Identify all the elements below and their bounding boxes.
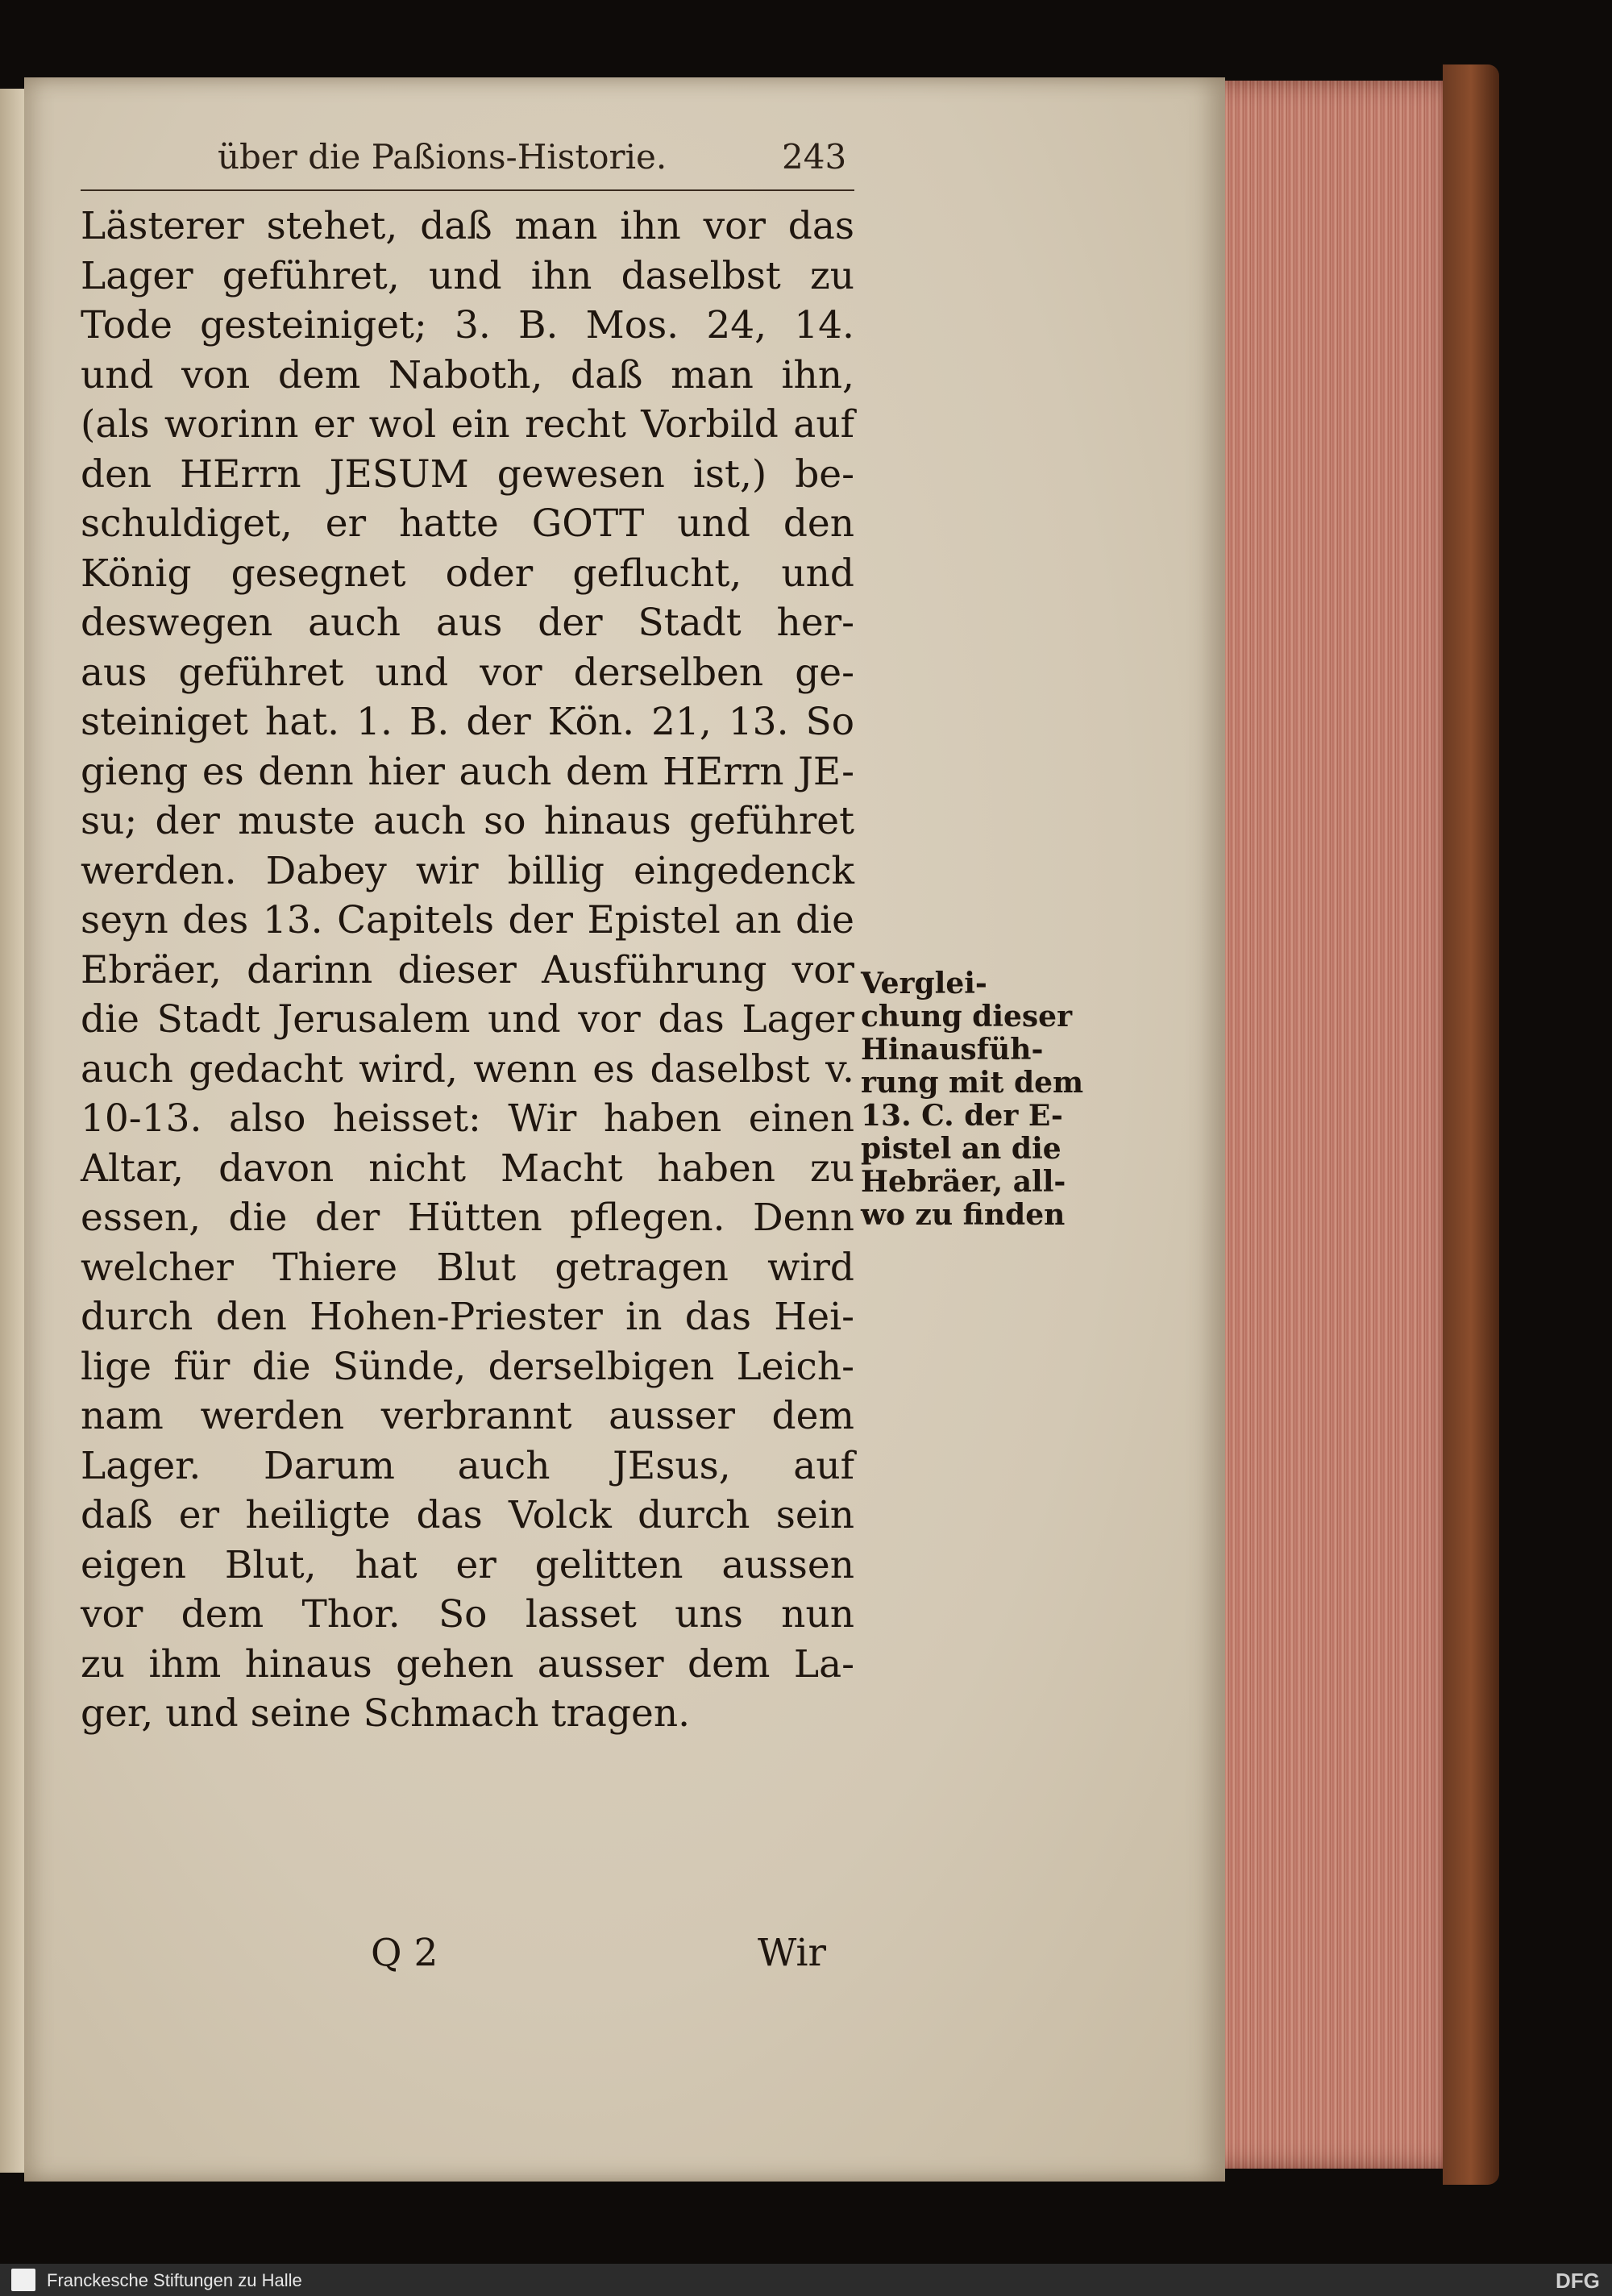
catchline [81, 1931, 854, 1981]
catchword: Wir [758, 1931, 826, 1975]
text-line: 10-13. also heisset: Wir haben einen [81, 1096, 854, 1141]
marginal-line: wo zu finden [861, 1198, 1066, 1232]
text-line: werden. Dabey wir billig eingedenck [81, 848, 854, 893]
text-line: steiniget hat. 1. B. der Kön. 21, 13. So [81, 700, 854, 744]
text-line: die Stadt Jerusalem und vor das Lager [81, 997, 854, 1042]
text-line: Altar, davon nicht Macht haben zu [81, 1146, 854, 1191]
text-line: essen, die der Hütten pflegen. Denn [81, 1196, 854, 1240]
text-line: Lager geführet, und ihn daselbst zu [81, 253, 854, 298]
text-line: König gesegnet oder geflucht, und [81, 551, 854, 596]
institution-logo-icon [11, 2269, 35, 2291]
page-number: 243 [782, 137, 847, 177]
text-line: gieng es denn hier auch dem HErrn JE- [81, 749, 854, 794]
marginal-line: Hinausfüh- [861, 1033, 1044, 1067]
text-line: deswegen auch aus der Stadt her- [81, 601, 854, 645]
page-block-edge [1193, 81, 1451, 2169]
text-line: auch gedacht wird, wenn es daselbst v. [81, 1046, 854, 1092]
text-line: und von dem Naboth, daß man ihn, [81, 352, 854, 397]
text-line: nam werden verbrannt ausser dem [81, 1394, 854, 1438]
text-line: lige für die Sünde, derselbigen Leich- [81, 1344, 854, 1389]
text-line: ger, und seine Schmach tragen. [81, 1691, 691, 1736]
marginal-line: rung mit dem [861, 1066, 1084, 1100]
marginal-line: pistel an die [861, 1132, 1062, 1166]
body-text [81, 202, 854, 1739]
institution-name: Franckesche Stiftungen zu Halle [47, 2270, 302, 2290]
text-line: Lästerer stehet, daß man ihn vor das [81, 204, 854, 248]
text-line: zu ihm hinaus gehen ausser dem La- [81, 1641, 854, 1687]
signature-mark: Q 2 [371, 1931, 438, 1975]
marginal-line: Hebräer, all- [861, 1165, 1066, 1199]
marginal-line: Verglei- [861, 967, 987, 1000]
text-line: schuldiget, er hatte GOTT und den [81, 501, 854, 546]
marginal-line: chung dieser [861, 1000, 1073, 1034]
text-line: Lager. Darum auch JEsus, auf [81, 1443, 854, 1488]
text-line: vor dem Thor. So lasset uns nun [81, 1592, 854, 1637]
text-line: Tode gesteiniget; 3. B. Mos. 24, 14. [81, 303, 854, 347]
running-head: über die Paßions-Historie. [218, 137, 667, 177]
text-line: seyn des 13. Capitels der Epistel an die [81, 898, 854, 942]
marginal-note [861, 967, 1086, 1232]
text-line: durch den Hohen-Priester in das Hei- [81, 1295, 854, 1339]
marginal-line: 13. C. der E- [861, 1099, 1063, 1133]
page-header [218, 137, 862, 185]
text-line: (als worinn er wol ein recht Vorbild auf [81, 402, 854, 447]
text-line: aus geführet und vor derselben ge- [81, 650, 854, 695]
book-cover [1443, 64, 1499, 2185]
text-line: daß er heiligte das Volck durch sein [81, 1493, 854, 1537]
text-line: den HErrn JESUM gewesen ist,) be- [81, 451, 854, 497]
dfg-logo: DFG [1556, 2269, 1600, 2293]
viewer-footer [0, 2264, 1612, 2296]
text-line: welcher Thiere Blut getragen wird [81, 1245, 854, 1290]
text-line: eigen Blut, hat er gelitten aussen [81, 1542, 854, 1587]
text-line: Ebräer, darinn dieser Ausführung vor [81, 947, 854, 992]
text-line: su; der muste auch so hinaus geführet [81, 799, 854, 843]
header-rule [81, 189, 854, 191]
